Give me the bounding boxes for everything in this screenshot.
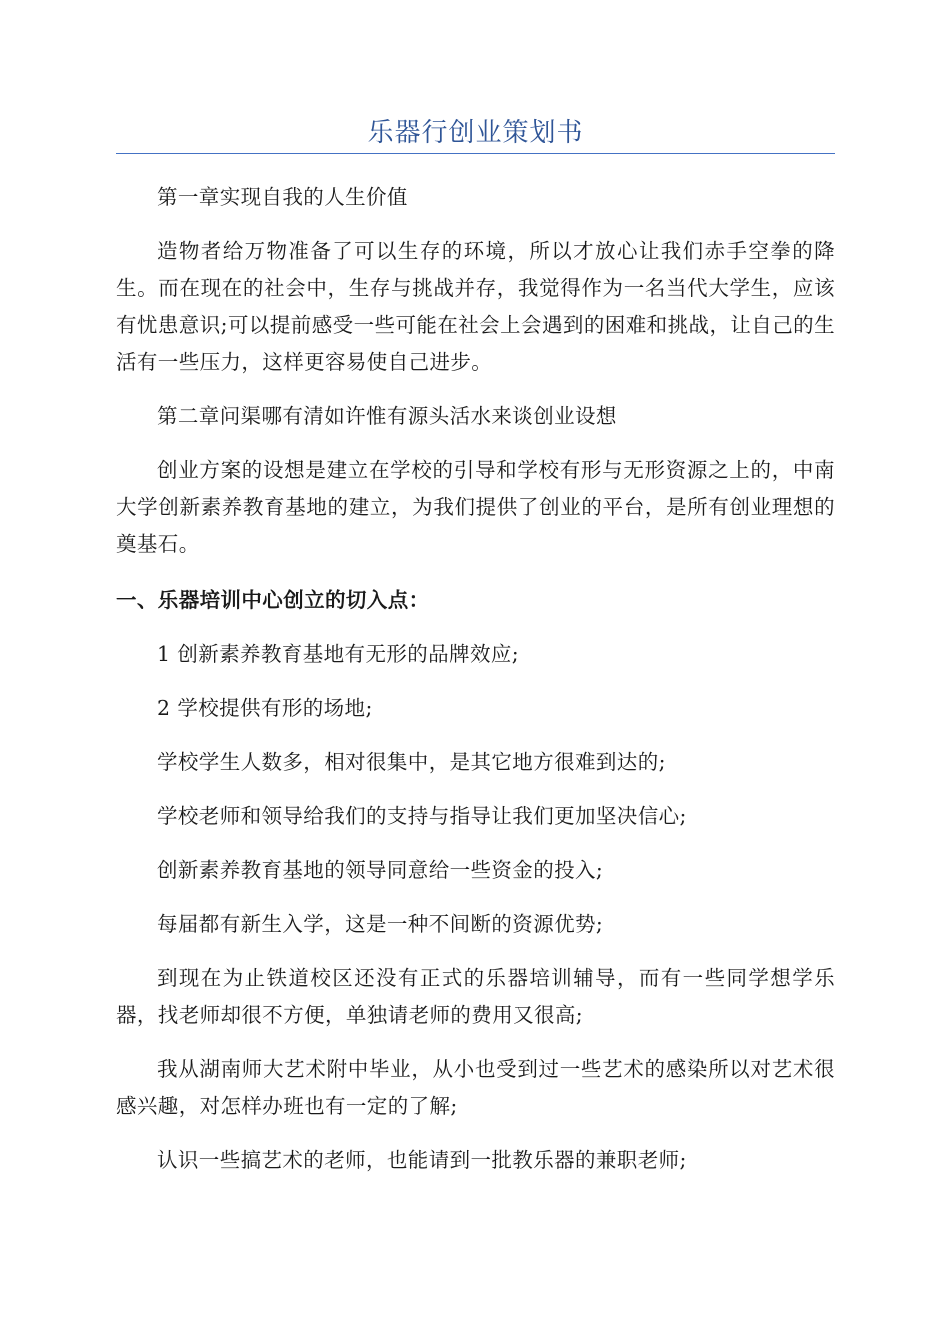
title-underline (116, 153, 835, 154)
point-item: 学校学生人数多，相对很集中，是其它地方很难到达的; (157, 750, 666, 774)
point-item: 每届都有新生入学，这是一种不间断的资源优势; (157, 912, 604, 936)
point-item: 认识一些搞艺术的老师，也能请到一批教乐器的兼职老师; (157, 1148, 687, 1172)
chapter1-heading: 第一章实现自我的人生价值 (157, 185, 408, 209)
point-item: 创新素养教育基地的领导同意给一些资金的投入; (157, 858, 604, 882)
point-item: 学校老师和领导给我们的支持与指导让我们更加坚决信心; (157, 804, 687, 828)
point-item: 到现在为止铁道校区还没有正式的乐器培训辅导，而有一些同学想学乐器，找老师却很不方便，单独请老师的费用又很高; (116, 966, 835, 1027)
document-title: 乐器行创业策划书 (367, 118, 584, 148)
document-body (116, 179, 835, 1179)
point-item: 2 学校提供有形的场地; (157, 696, 373, 720)
chapter2-heading: 第二章问渠哪有清如许惟有源头活水来谈创业设想 (157, 404, 617, 428)
point-item: 1 创新素养教育基地有无形的品牌效应; (157, 642, 520, 666)
chapter1-paragraph: 造物者给万物准备了可以生存的环境，所以才放心让我们赤手空拳的降生。而在现在的社会中，生存与挑战并存，我觉得作为一名当代大学生，应该有忧患意识;可以提前感受一些可能在社会上会遇到的困难和挑战，让自己的生活有一些压力，这样更容易使自己进步。 (116, 239, 835, 374)
section1-heading: 一、乐器培训中心创立的切入点： (116, 588, 430, 612)
point-item: 我从湖南师大艺术附中毕业，从小也受到过一些艺术的感染所以对艺术很感兴趣，对怎样办班也有一定的了解; (116, 1057, 835, 1118)
chapter2-paragraph: 创业方案的设想是建立在学校的引导和学校有形与无形资源之上的，中南大学创新素养教育基地的建立，为我们提供了创业的平台，是所有创业理想的奠基石。 (116, 458, 835, 556)
